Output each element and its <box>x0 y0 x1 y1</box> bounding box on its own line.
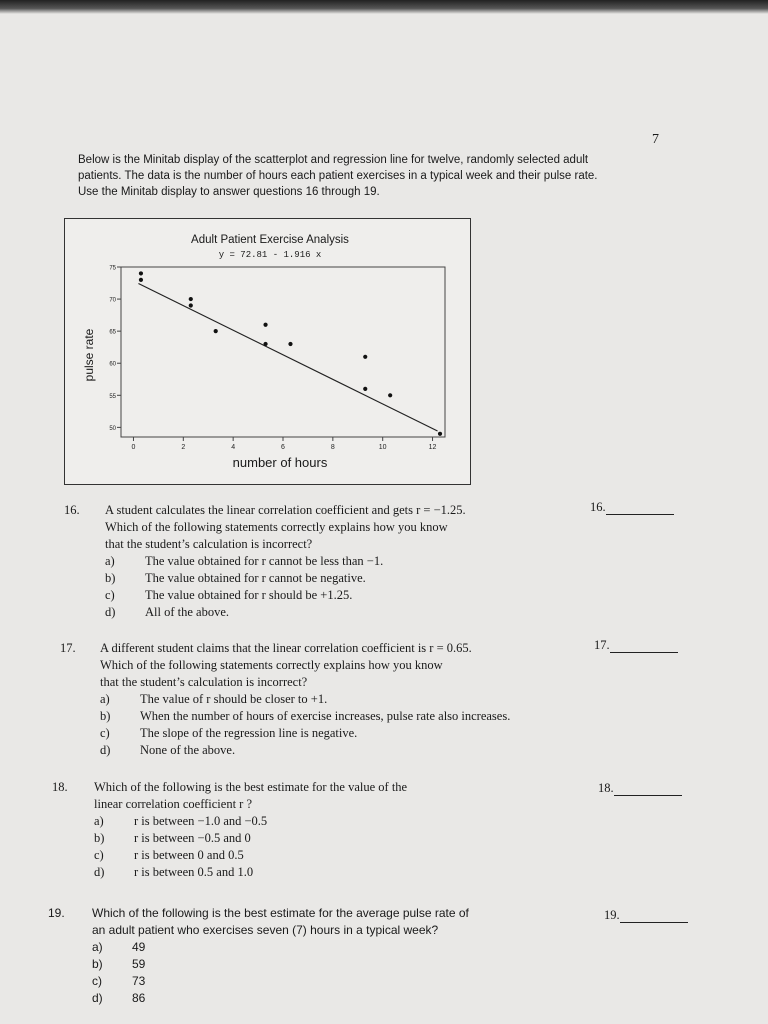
stem-line: that the student’s calculation is incorrect? <box>105 537 313 551</box>
options-list <box>92 939 578 1007</box>
x-tick-label: 12 <box>428 444 437 451</box>
intro-line: patients. The data is the number of hours each patient exercises in a typical week and their pulse rate. <box>78 170 598 182</box>
answer-blank-17[interactable] <box>594 638 678 653</box>
data-point <box>263 323 267 327</box>
y-axis-label-text: pulse rate <box>82 328 96 382</box>
option-text: The value obtained for r cannot be negative. <box>145 571 366 585</box>
options-list <box>105 553 584 621</box>
option-letter: a) <box>100 692 110 706</box>
stem-line: Which of the following statements correctly explains how you know <box>100 658 443 672</box>
option-letter: d) <box>94 865 105 879</box>
answer-label: 19. <box>604 908 620 922</box>
question-number: 17. <box>60 641 76 655</box>
question-18 <box>52 779 572 881</box>
question-number: 18. <box>52 780 68 794</box>
stem-line: Which of the following is the best estimate for the average pulse rate of <box>92 906 469 920</box>
option-text: The value obtained for r cannot be less than −1. <box>145 554 384 568</box>
stem-line: A different student claims that the linear correlation coefficient is r = 0.65. <box>100 641 472 655</box>
x-tick-label: 2 <box>181 444 186 451</box>
question-17 <box>60 640 620 759</box>
option-c <box>92 973 578 990</box>
option-b <box>94 830 572 847</box>
option-letter: a) <box>92 940 103 954</box>
data-point <box>288 342 292 346</box>
option-c <box>100 725 620 742</box>
question-stem <box>92 905 578 939</box>
y-tick-label: 50 <box>109 425 116 432</box>
answer-blank-19[interactable] <box>604 908 688 923</box>
intro-paragraph <box>78 152 678 200</box>
data-point <box>263 342 267 346</box>
question-stem <box>100 640 620 691</box>
regression-line <box>138 284 437 431</box>
option-text: 59 <box>132 957 146 971</box>
option-letter: d) <box>100 743 111 757</box>
intro-line: Use the Minitab display to answer questions 16 through 19. <box>78 186 380 198</box>
x-tick-label: 10 <box>378 444 387 451</box>
data-point <box>388 393 392 397</box>
option-b <box>100 708 620 725</box>
intro-line: Below is the Minitab display of the scatterplot and regression line for twelve, randomly selected adult <box>78 154 589 166</box>
scatterplot-figure <box>64 218 471 485</box>
data-point <box>139 278 143 282</box>
stem-line: that the student’s calculation is incorrect? <box>100 675 308 689</box>
data-point <box>214 329 218 333</box>
option-letter: c) <box>105 588 115 602</box>
x-axis-label: number of hours <box>232 455 328 470</box>
option-text: r is between −1.0 and −0.5 <box>134 814 268 828</box>
option-a <box>92 939 578 956</box>
option-text: 86 <box>132 991 146 1005</box>
answer-line[interactable] <box>614 783 682 796</box>
option-letter: d) <box>105 605 116 619</box>
option-c <box>94 847 572 864</box>
x-tick-label: 4 <box>231 444 236 451</box>
option-letter: a) <box>105 554 115 568</box>
option-letter: c) <box>100 726 110 740</box>
option-text: When the number of hours of exercise increases, pulse rate also increases. <box>140 709 511 723</box>
option-b <box>92 956 578 973</box>
scatterplot-svg <box>65 219 470 484</box>
option-letter: b) <box>100 709 111 723</box>
answer-line[interactable] <box>620 910 688 923</box>
plot-frame <box>121 267 445 437</box>
chart-title: Adult Patient Exercise Analysis <box>191 234 349 246</box>
option-letter: c) <box>92 974 102 988</box>
stem-line: Which of the following is the best estimate for the value of the <box>94 780 408 794</box>
y-tick-label: 70 <box>109 297 116 304</box>
answer-line[interactable] <box>610 640 678 653</box>
option-text: The value obtained for r should be +1.25. <box>145 588 353 602</box>
y-tick-label: 55 <box>109 393 116 400</box>
x-tick-label: 0 <box>131 444 136 451</box>
answer-line[interactable] <box>606 502 674 515</box>
option-d <box>94 864 572 881</box>
data-point <box>363 387 367 391</box>
option-text: 49 <box>132 940 146 954</box>
y-tick-label: 65 <box>109 329 116 336</box>
stem-line: an adult patient who exercises seven (7) hours in a typical week? <box>92 923 439 937</box>
option-d <box>92 990 578 1007</box>
question-16 <box>64 502 584 621</box>
option-letter: b) <box>94 831 105 845</box>
y-tick-label: 60 <box>109 361 116 368</box>
options-list <box>100 691 620 759</box>
photo-edge <box>0 0 768 14</box>
options-list <box>94 813 572 881</box>
option-d <box>105 604 584 621</box>
option-d <box>100 742 620 759</box>
data-point <box>139 271 143 275</box>
answer-label: 17. <box>594 638 610 652</box>
data-point <box>363 355 367 359</box>
question-number: 16. <box>64 503 80 517</box>
stem-line: A student calculates the linear correlation coefficient and gets r = −1.25. <box>105 503 466 517</box>
answer-label: 18. <box>598 781 614 795</box>
x-tick-label: 6 <box>281 444 285 451</box>
option-text: r is between 0 and 0.5 <box>134 848 244 862</box>
page-number: 7 <box>652 132 659 147</box>
option-text: r is between −0.5 and 0 <box>134 831 251 845</box>
question-stem <box>105 502 584 553</box>
option-letter: a) <box>94 814 104 828</box>
data-point <box>438 432 442 436</box>
option-text: The slope of the regression line is negative. <box>140 726 358 740</box>
option-a <box>105 553 584 570</box>
x-tick-label: 8 <box>330 444 335 451</box>
option-c <box>105 587 584 604</box>
option-b <box>105 570 584 587</box>
option-text: 73 <box>132 974 146 988</box>
option-a <box>100 691 620 708</box>
option-text: r is between 0.5 and 1.0 <box>134 865 254 879</box>
option-a <box>94 813 572 830</box>
y-tick-label: 75 <box>109 265 116 272</box>
answer-blank-16[interactable] <box>590 500 674 515</box>
question-number: 19. <box>48 906 65 920</box>
option-text: All of the above. <box>145 605 230 619</box>
answer-blank-18[interactable] <box>598 781 682 796</box>
option-text: None of the above. <box>140 743 236 757</box>
regression-equation: y = 72.81 - 1.916 x <box>218 250 322 260</box>
option-letter: b) <box>105 571 116 585</box>
question-19 <box>48 905 578 1007</box>
answer-label: 16. <box>590 500 606 514</box>
data-point <box>189 297 193 301</box>
stem-line: Which of the following statements correctly explains how you know <box>105 520 448 534</box>
option-letter: b) <box>92 957 103 971</box>
stem-line: linear correlation coefficient r ? <box>94 797 253 811</box>
question-stem <box>94 779 572 813</box>
option-letter: c) <box>94 848 104 862</box>
option-text: The value of r should be closer to +1. <box>140 692 328 706</box>
option-letter: d) <box>92 991 103 1005</box>
data-point <box>189 303 193 307</box>
